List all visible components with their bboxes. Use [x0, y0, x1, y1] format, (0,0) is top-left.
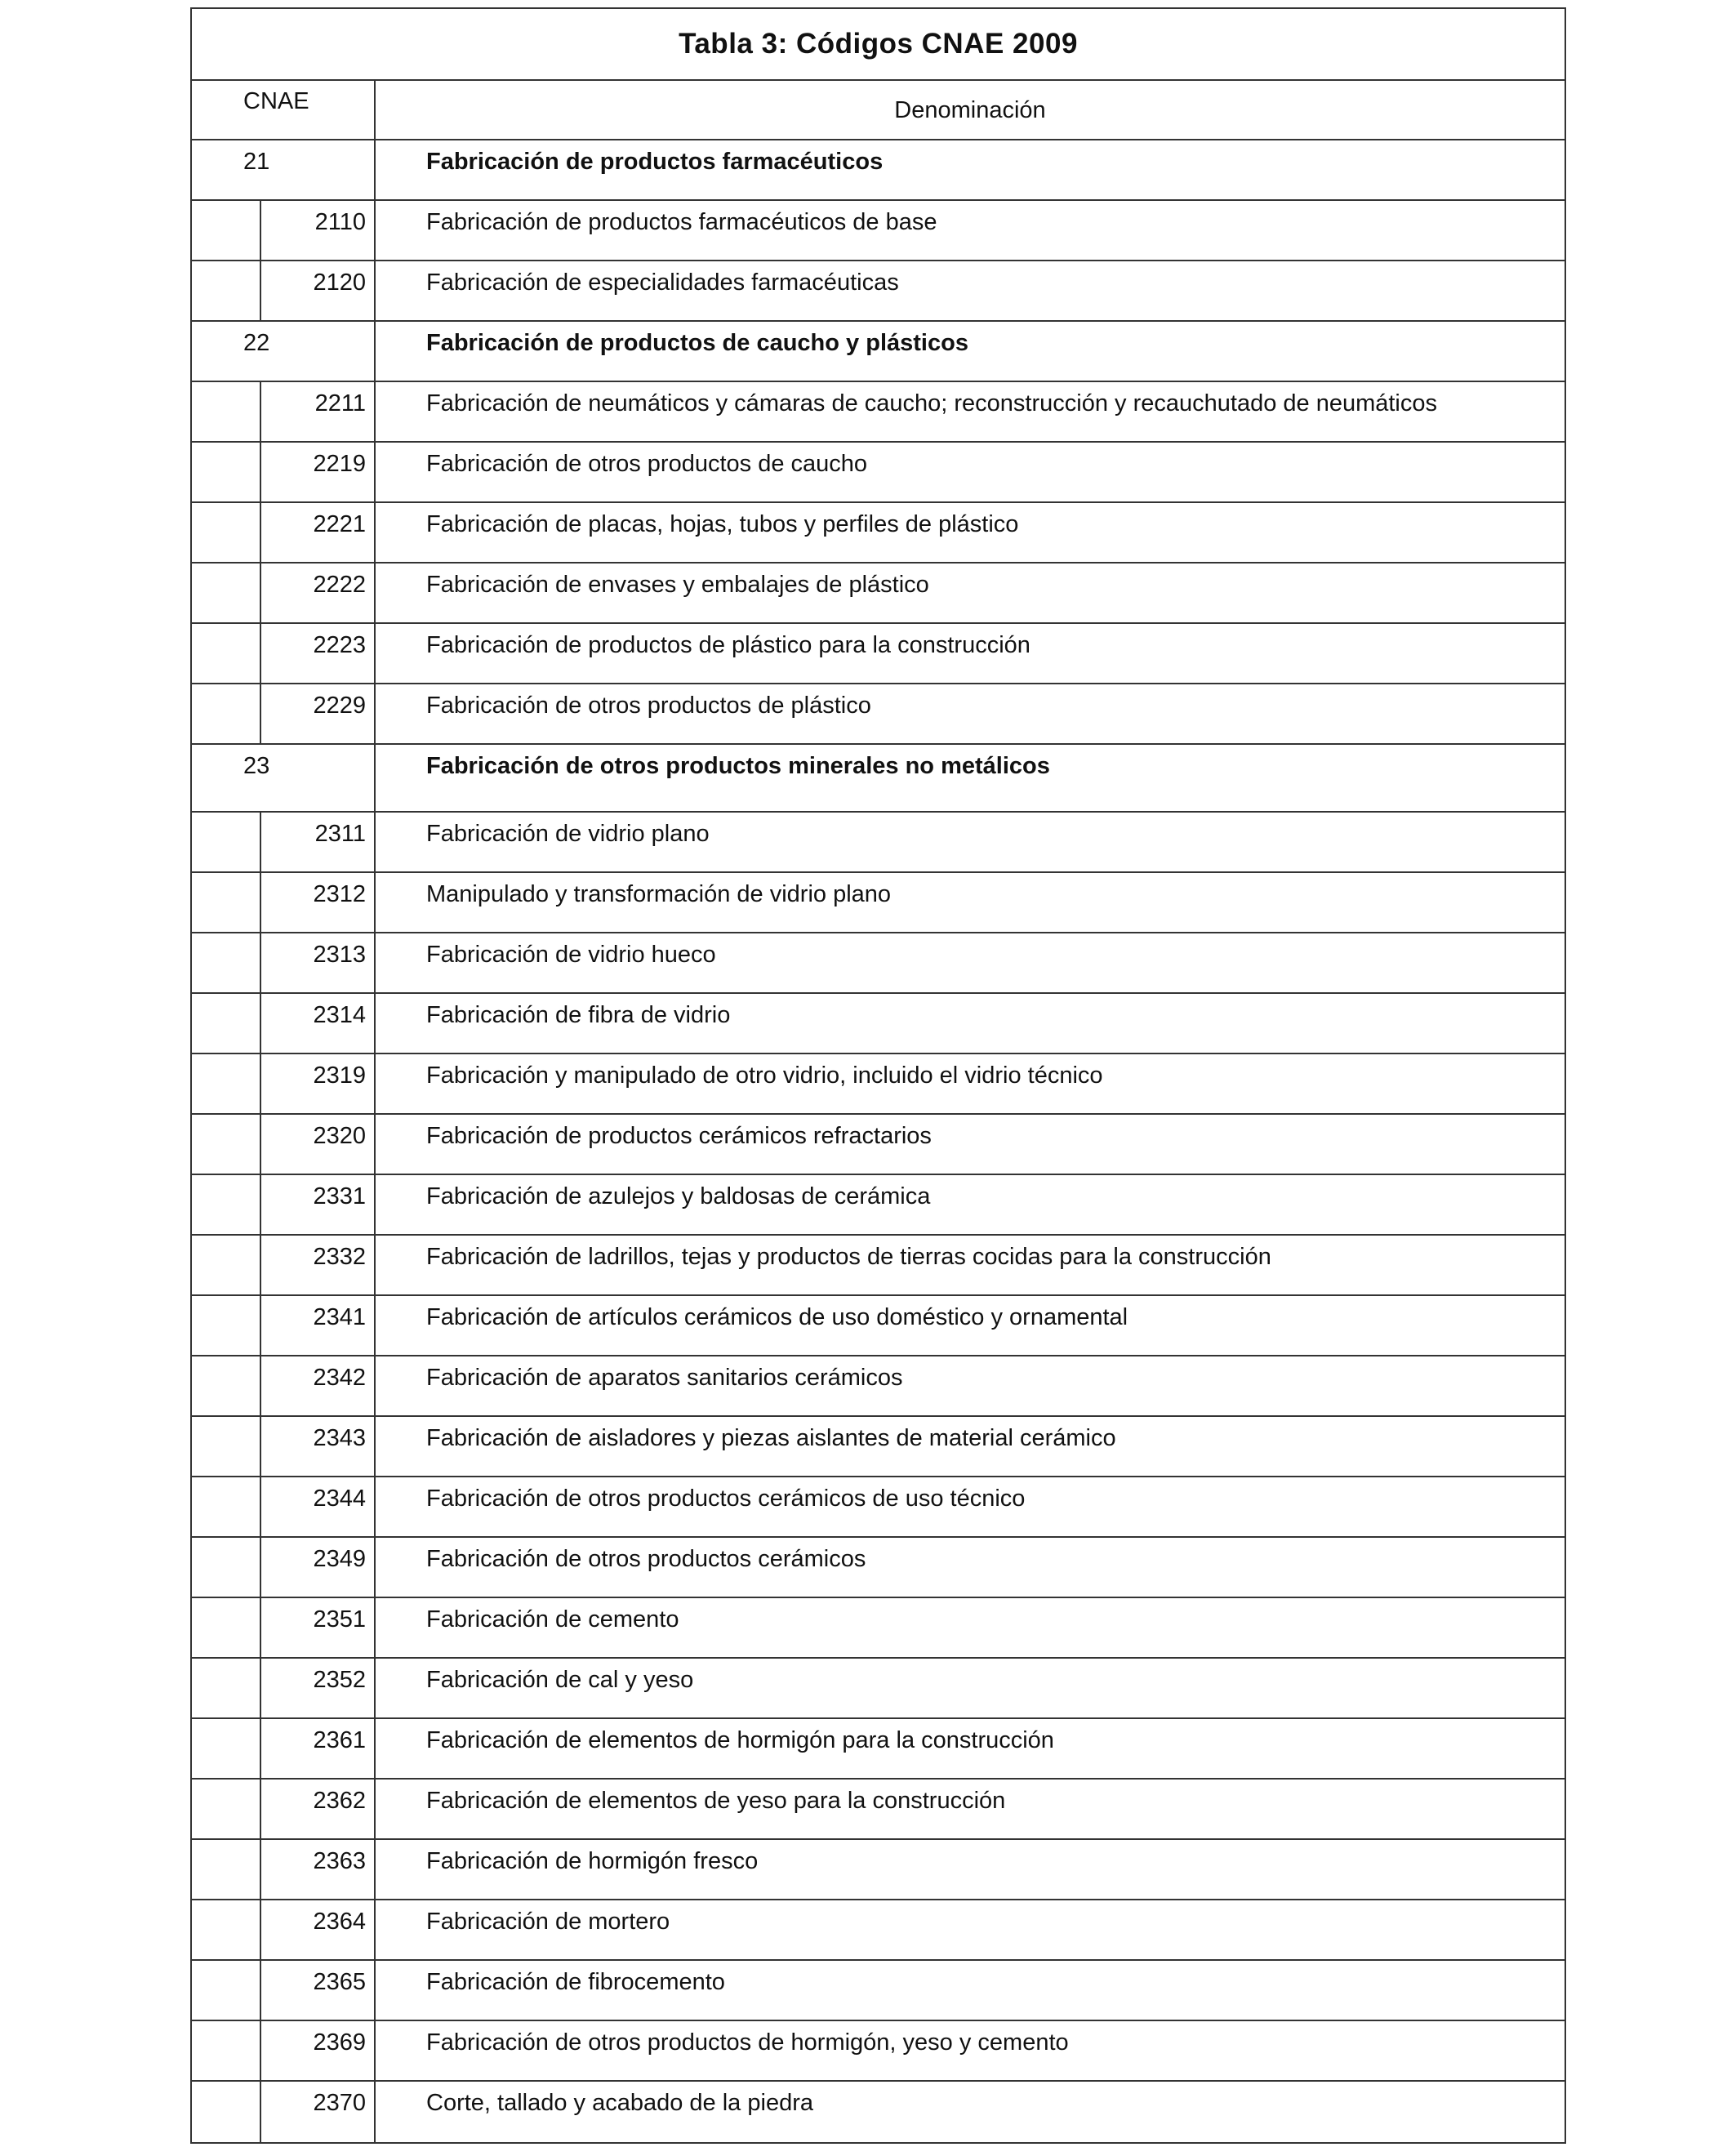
class-code: 2229	[313, 693, 366, 719]
table-row	[192, 1719, 1565, 1780]
column-divider	[374, 1054, 376, 1113]
table-row	[192, 1659, 1565, 1719]
table-row	[192, 624, 1565, 684]
table-row	[192, 1236, 1565, 1296]
class-description: Fabricación de fibrocemento	[426, 1969, 725, 1995]
class-code: 2331	[313, 1183, 366, 1209]
class-description: Fabricación de vidrio hueco	[426, 942, 716, 968]
class-code: 2342	[313, 1365, 366, 1391]
class-code: 2365	[313, 1969, 366, 1995]
column-divider	[374, 1840, 376, 1899]
class-description: Fabricación de mortero	[426, 1909, 670, 1935]
class-code: 2349	[313, 1546, 366, 1572]
column-divider	[374, 1780, 376, 1838]
column-divider	[374, 745, 376, 811]
column-divider	[374, 1417, 376, 1476]
cnae-table	[190, 7, 1566, 2144]
table-row	[192, 813, 1565, 873]
column-divider	[374, 1961, 376, 2020]
class-code: 2211	[314, 390, 366, 416]
column-divider	[374, 1659, 376, 1717]
class-code: 2369	[313, 2029, 366, 2056]
table-row	[192, 2021, 1565, 2082]
class-code: 2361	[313, 1727, 366, 1753]
table-header-row	[192, 81, 1565, 140]
column-divider	[374, 994, 376, 1053]
group-code: 21	[243, 149, 270, 175]
column-divider	[374, 624, 376, 683]
class-code: 2312	[313, 881, 366, 907]
class-code: 2364	[313, 1909, 366, 1935]
class-description: Fabricación de neumáticos y cámaras de caucho; reconstrucción y recauchutado de neumáticos	[426, 390, 1437, 416]
table-row	[192, 503, 1565, 564]
class-code: 2120	[313, 270, 366, 296]
class-code: 2344	[313, 1486, 366, 1512]
table-row	[192, 1054, 1565, 1115]
class-description: Fabricación de envases y embalajes de plástico	[426, 572, 929, 598]
class-code: 2370	[313, 2090, 366, 2116]
group-description: Fabricación de productos farmacéuticos	[426, 149, 884, 175]
class-description: Fabricación de ladrillos, tejas y productos de tierras cocidas para la construcción	[426, 1244, 1271, 1270]
table-title: Tabla 3: Códigos CNAE 2009	[192, 9, 1565, 81]
class-code: 2343	[313, 1425, 366, 1451]
column-divider	[374, 1719, 376, 1778]
column-divider	[374, 1236, 376, 1294]
class-code: 2352	[313, 1667, 366, 1693]
table-row	[192, 201, 1565, 261]
column-divider	[374, 1598, 376, 1657]
class-description: Manipulado y transformación de vidrio plano	[426, 881, 892, 907]
table-row	[192, 873, 1565, 933]
class-description: Fabricación de productos de plástico para la construcción	[426, 632, 1030, 658]
class-description: Fabricación y manipulado de otro vidrio, incluido el vidrio técnico	[426, 1062, 1103, 1089]
class-description: Fabricación de productos farmacéuticos de base	[426, 209, 937, 235]
class-description: Fabricación de especialidades farmacéuticas	[426, 270, 899, 296]
column-divider	[374, 873, 376, 932]
column-divider	[374, 140, 376, 199]
column-divider	[374, 684, 376, 743]
table-row	[192, 1900, 1565, 1961]
class-description: Corte, tallado y acabado de la piedra	[426, 2090, 813, 2116]
class-code: 2313	[313, 942, 366, 968]
class-code: 2222	[313, 572, 366, 598]
class-code: 2219	[313, 451, 366, 477]
table-row	[192, 443, 1565, 503]
class-description: Fabricación de elementos de yeso para la construcción	[426, 1788, 1006, 1814]
column-divider	[374, 933, 376, 992]
class-description: Fabricación de cemento	[426, 1606, 679, 1633]
table-group-row	[192, 140, 1565, 201]
table-row	[192, 1417, 1565, 1477]
class-code: 2351	[313, 1606, 366, 1633]
table-row	[192, 1840, 1565, 1900]
column-divider	[374, 1296, 376, 1355]
class-description: Fabricación de otros productos de plástico	[426, 693, 871, 719]
table-row	[192, 382, 1565, 443]
class-code: 2319	[313, 1062, 366, 1089]
class-code: 2110	[314, 209, 366, 235]
class-description: Fabricación de otros productos cerámicos de uso técnico	[426, 1486, 1026, 1512]
column-divider	[374, 261, 376, 320]
group-code: 23	[243, 753, 270, 779]
column-divider	[374, 201, 376, 260]
class-description: Fabricación de vidrio plano	[426, 821, 710, 847]
group-description: Fabricación de otros productos minerales no metálicos	[426, 753, 1050, 779]
table-row	[192, 933, 1565, 994]
table-row	[192, 684, 1565, 745]
column-divider	[374, 2082, 376, 2142]
class-code: 2223	[313, 632, 366, 658]
column-divider	[374, 1356, 376, 1415]
table-row	[192, 994, 1565, 1054]
class-code: 2332	[313, 1244, 366, 1270]
class-code: 2320	[313, 1123, 366, 1149]
column-divider	[374, 564, 376, 622]
table-row	[192, 261, 1565, 322]
column-divider	[374, 2021, 376, 2080]
header-cnae: CNAE	[243, 88, 309, 114]
column-divider	[374, 1175, 376, 1234]
class-code: 2362	[313, 1788, 366, 1814]
class-description: Fabricación de productos cerámicos refractarios	[426, 1123, 932, 1149]
column-divider	[374, 1900, 376, 1959]
class-code: 2363	[313, 1848, 366, 1874]
group-code: 22	[243, 330, 270, 356]
class-description: Fabricación de elementos de hormigón para la construcción	[426, 1727, 1054, 1753]
table-row	[192, 2082, 1565, 2142]
table-row	[192, 1961, 1565, 2021]
table-row	[192, 1175, 1565, 1236]
table-row	[192, 1780, 1565, 1840]
table-row	[192, 1296, 1565, 1356]
table-row	[192, 1477, 1565, 1538]
column-divider	[374, 1115, 376, 1174]
class-code: 2311	[314, 821, 366, 847]
column-divider	[374, 322, 376, 381]
table-row	[192, 1115, 1565, 1175]
class-description: Fabricación de aisladores y piezas aislantes de material cerámico	[426, 1425, 1116, 1451]
class-description: Fabricación de cal y yeso	[426, 1667, 694, 1693]
header-denominacion: Denominación	[894, 97, 1046, 123]
class-code: 2341	[313, 1304, 366, 1330]
class-description: Fabricación de aparatos sanitarios cerámicos	[426, 1365, 903, 1391]
class-description: Fabricación de fibra de vidrio	[426, 1002, 731, 1028]
table-group-row	[192, 322, 1565, 382]
column-divider	[374, 443, 376, 501]
table-row	[192, 1598, 1565, 1659]
column-divider	[374, 1477, 376, 1536]
column-divider	[374, 382, 376, 441]
class-description: Fabricación de hormigón fresco	[426, 1848, 759, 1874]
class-description: Fabricación de otros productos de hormigón, yeso y cemento	[426, 2029, 1069, 2056]
table-group-row	[192, 745, 1565, 813]
column-divider	[374, 503, 376, 562]
table-row	[192, 564, 1565, 624]
column-divider	[374, 1538, 376, 1597]
class-description: Fabricación de artículos cerámicos de uso doméstico y ornamental	[426, 1304, 1128, 1330]
class-description: Fabricación de placas, hojas, tubos y perfiles de plástico	[426, 511, 1019, 537]
table-body	[192, 140, 1565, 2142]
group-description: Fabricación de productos de caucho y plásticos	[426, 330, 968, 356]
class-description: Fabricación de azulejos y baldosas de cerámica	[426, 1183, 931, 1209]
column-divider	[374, 813, 376, 871]
class-description: Fabricación de otros productos de caucho	[426, 451, 868, 477]
class-description: Fabricación de otros productos cerámicos	[426, 1546, 866, 1572]
class-code: 2314	[313, 1002, 366, 1028]
class-code: 2221	[313, 511, 366, 537]
table-row	[192, 1356, 1565, 1417]
table-row	[192, 1538, 1565, 1598]
